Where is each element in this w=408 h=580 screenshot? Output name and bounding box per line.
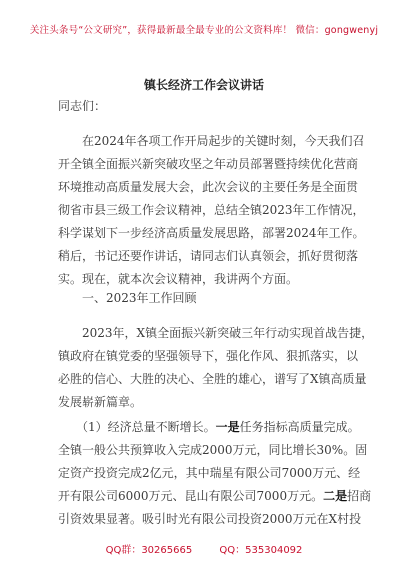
paragraph-line: [58, 485, 372, 508]
document-title: 镇长经济工作会议讲话: [143, 78, 264, 92]
salutation-text: 同志们：: [58, 99, 107, 113]
intro-paragraph: [58, 130, 365, 291]
qq-number: QQ：535304092: [219, 545, 303, 556]
paragraph-line: 镇政府在镇党委的坚强领导下，强化作风、狠抓落实，以: [58, 349, 359, 363]
header-banner: 关注头条号“公文研究”，获得最新最全最专业的公文资料库！ 微信：gongwenyj: [29, 25, 379, 36]
paragraph-line: 稍后，书记还要作讲话，请同志们认真领会，抓好贯彻落: [58, 249, 359, 263]
paragraph-line: 彻省市县三级工作会议精神，总结全镇2023年工作情况，: [58, 203, 365, 217]
point1-emphasis-one: 一是: [215, 420, 240, 434]
qq-group: QQ群：30265665: [105, 545, 193, 556]
point1-line4-suffix: 招商: [347, 489, 372, 503]
footer-contacts: [0, 541, 408, 556]
paragraph-line: 引资效果显著。吸引时光有限公司投资2000万元在X村投: [58, 512, 362, 526]
paragraph-line: 环境推动高质量发展大会，此次会议的主要任务是全面贯: [58, 180, 359, 194]
review-paragraph: [58, 322, 374, 414]
paragraph-line: 必胜的信心、大胜的决心、全胜的雄心，谱写了X镇高质量: [58, 372, 367, 386]
section-heading: [58, 287, 356, 310]
paragraph-line: 实。现在，就本次会议精神，我讲两个方面。: [58, 272, 299, 286]
paragraph-line: 发展崭新篇章。: [58, 395, 143, 409]
salutation: [58, 95, 356, 118]
point1-emphasis-two: 二是: [323, 489, 348, 503]
paragraph-line: 科学谋划下一步经济高质量发展思路，部署2024年工作。: [58, 226, 365, 240]
paragraph-line: 定资产投资完成2亿元，其中瑞星有限公司7000万元、经: [58, 466, 361, 480]
point1-suffix: 任务指标高质量完成。: [239, 420, 360, 434]
point1-paragraph: [58, 416, 372, 531]
paragraph-line: 在2024年各项工作开局起步的关键时刻，今天我们召: [58, 134, 365, 148]
paragraph-line: 开全镇全面振兴新突破攻坚之年动员部署暨持续优化营商: [58, 157, 359, 171]
point1-line4: 开有限公司6000万元、昆山有限公司7000万元。: [58, 489, 324, 503]
paragraph-line: 2023年，X镇全面振兴新突破三年行动实现首战告捷，: [58, 326, 374, 340]
paragraph-line: [58, 416, 360, 439]
paragraph-line: 全镇一般公共预算收入完成2000万元，同比增长30%。固: [58, 443, 368, 457]
point1-prefix: （1）经济总量不断增长。: [58, 420, 216, 434]
section-heading-text: 一、2023年工作回顾: [58, 291, 197, 305]
